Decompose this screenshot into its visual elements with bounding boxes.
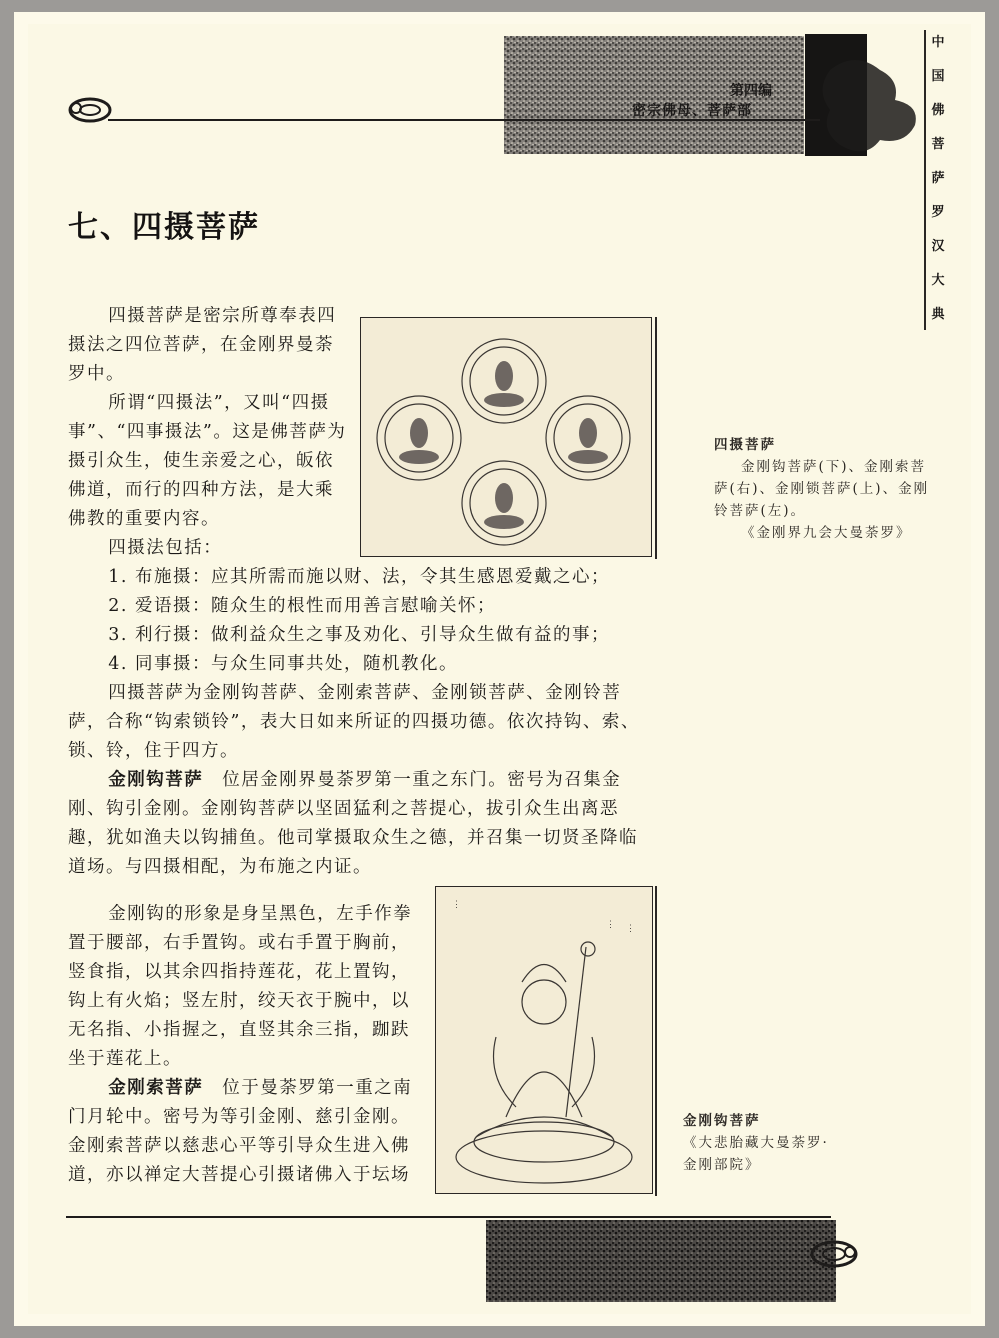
figure-1-title: 四摄菩萨 bbox=[714, 437, 776, 453]
list-item: 1. 布施摄：应其所需而施以财、法，令其生感恩爱戴之心； bbox=[108, 567, 611, 587]
figure-1-line-2: 萨(右)、金刚锁菩萨(上)、金刚 bbox=[714, 481, 930, 497]
intro-text bbox=[68, 302, 348, 563]
rope-term: 金刚索菩萨 bbox=[108, 1078, 204, 1098]
intro-paragraph-2: 所谓“四摄法”，又叫“四摄事”、“四事摄法”。这是佛菩萨为摄引众生，使生亲爱之心，皈依佛道，而行的四种方法，是大乘佛教的重要内容。 bbox=[68, 393, 347, 529]
list-item: 4. 同事摄：与众生同事共处，随机教化。 bbox=[108, 654, 459, 674]
cloud-ornament-icon bbox=[70, 99, 110, 121]
mandala-illustration bbox=[361, 318, 651, 556]
figure-2-line-1: 《大悲胎藏大曼荼罗· bbox=[683, 1135, 829, 1151]
hook-form-paragraph: 金刚钩的形象是身呈黑色，左手作拳置于腰部，右手置钩。或右手置于胸前，竖食指，以其余四指持莲花，花上置钩，钩上有火焰；竖左肘，绞天衣于腕中，以无名指、小指握之，直竖其余三指，跏趺坐于莲花上。 bbox=[68, 904, 413, 1069]
svg-text:⋮: ⋮ bbox=[452, 900, 461, 910]
method-list bbox=[68, 563, 656, 882]
list-item: 2. 爱语摄：随众生的根性而用善言慰喻关怀； bbox=[108, 596, 497, 616]
header-decoration bbox=[60, 30, 940, 165]
intro-paragraph-3: 四摄法包括： bbox=[108, 538, 223, 558]
footer-texture bbox=[486, 1220, 836, 1302]
svg-text:⋮: ⋮ bbox=[606, 920, 615, 930]
intro-paragraph-1: 四摄菩萨是密宗所尊奉表四摄法之四位菩萨，在金刚界曼荼罗中。 bbox=[68, 306, 337, 384]
footer-decoration bbox=[66, 1212, 866, 1307]
section-title: 七、四摄菩萨 bbox=[68, 210, 260, 245]
figure-vajra-hook bbox=[435, 886, 653, 1194]
chapter-label: 第四编 bbox=[730, 83, 772, 99]
tree-ornament bbox=[823, 60, 916, 151]
hook-paragraph bbox=[68, 766, 656, 882]
vajra-hook-illustration bbox=[436, 887, 652, 1193]
section-label: 密宗佛母、菩萨部 bbox=[632, 103, 752, 119]
list-item: 3. 利行摄：做利益众生之事及劝化、引导众生做有益的事； bbox=[108, 625, 611, 645]
figure-1-side-rule bbox=[655, 317, 657, 559]
figure-1-line-1: 金刚钩菩萨(下)、金刚索菩 bbox=[741, 459, 927, 475]
rope-paragraph bbox=[68, 1074, 420, 1190]
figure-1-line-3: 铃菩萨(左)。 bbox=[714, 503, 807, 519]
figure-2-line-2: 金刚部院》 bbox=[683, 1157, 761, 1173]
figure-2-caption bbox=[683, 1110, 883, 1176]
spine-title: 中 国 佛 菩 萨 罗 汉 大 典 bbox=[931, 35, 945, 322]
summary-paragraph: 四摄菩萨为金刚钩菩萨、金刚索菩萨、金刚锁菩萨、金刚铃菩萨，合称“钩索锁铃”，表大日如来所证的四摄功德。依次持钩、索、锁、铃，住于四方。 bbox=[68, 683, 640, 761]
figure-1-source: 《金刚界九会大曼荼罗》 bbox=[741, 525, 912, 541]
figure-2-side-rule bbox=[655, 886, 657, 1196]
figure-four-bodhisattvas bbox=[360, 317, 652, 557]
rope-text: 位于曼荼罗第一重之南门月轮中。密号为等引金刚、慈引金刚。金刚索菩萨以慈悲心平等引导众生进入佛道，亦以禅定大菩提心引摄诸佛入于坛场 bbox=[68, 1078, 413, 1185]
figure-2-title: 金刚钩菩萨 bbox=[683, 1113, 761, 1129]
svg-text:⋮: ⋮ bbox=[626, 924, 635, 934]
hook-term: 金刚钩菩萨 bbox=[108, 770, 204, 790]
hook-form-text bbox=[68, 900, 420, 1190]
figure-1-caption bbox=[714, 434, 934, 544]
spine-rule bbox=[924, 30, 926, 330]
hook-text: 位居金刚界曼荼罗第一重之东门。密号为召集金刚、钩引金刚。金刚钩菩萨以坚固猛利之菩提心，拔引众生出离恶趣，犹如渔夫以钩捕鱼。他司掌摄取众生之德，并召集一切贤圣降临道场。与四摄相配，为布施之内证。 bbox=[68, 770, 638, 877]
